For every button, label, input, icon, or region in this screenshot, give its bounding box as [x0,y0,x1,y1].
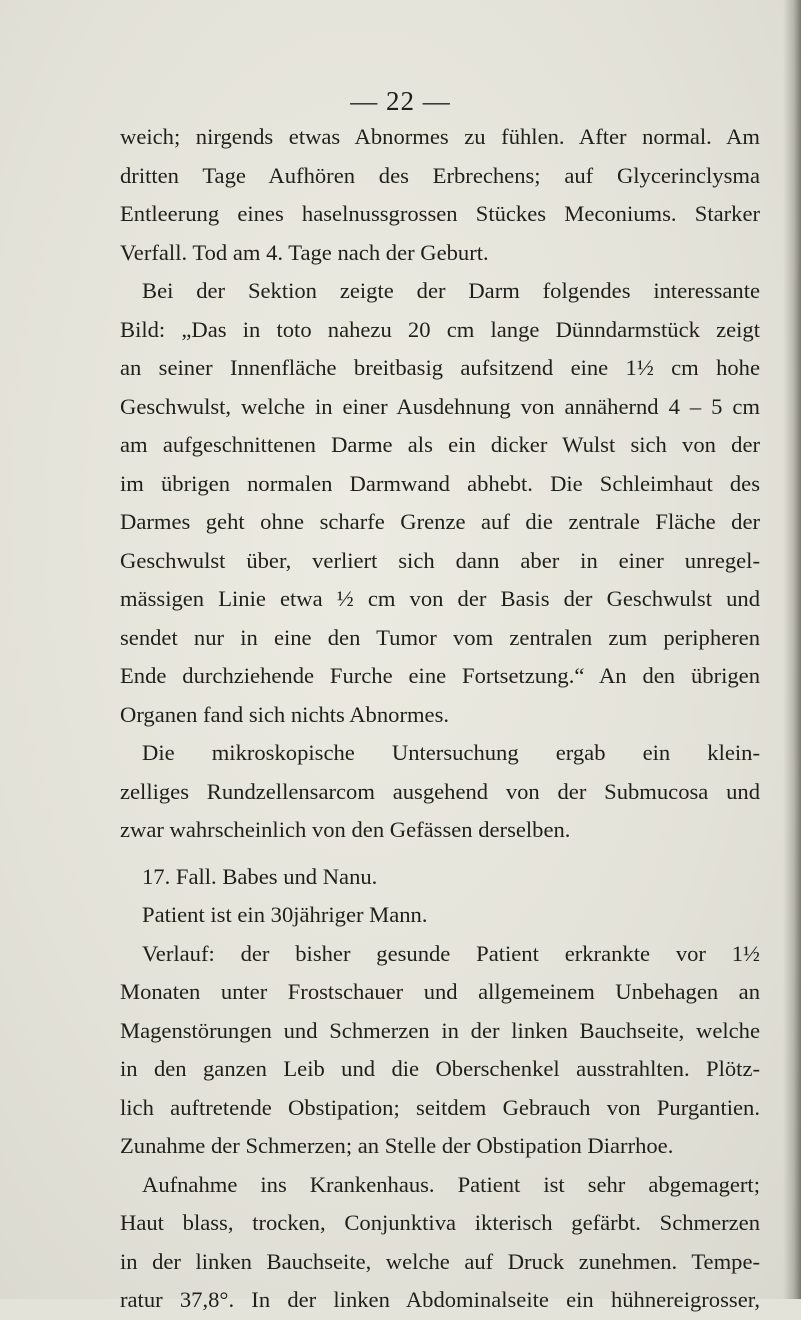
text-line: Geschwulst, welche in einer Ausdehnung von annähernd 4 – 5 cm [120,393,760,419]
page-number-header: — 22 — [350,86,451,116]
text-line: Patient ist ein 30jähriger Mann. [142,902,428,927]
text-line: Geschwulst über, verliert sich dann aber in einer unregel- [120,547,760,573]
body-text [120,118,760,1320]
text-line: Die mikroskopische Untersuchung ergab ein klein- [142,740,760,765]
text-line: zelliges Rundzellensarcom ausgehend von der Submucosa und [120,778,760,804]
text-line: Verfall. Tod am 4. Tage nach der Geburt. [120,239,489,265]
text-line: Darmes geht ohne scharfe Grenze auf die zentrale Fläche der [120,509,760,534]
text-line: dritten Tage Aufhören des Erbrechens; auf Glycerinclysma [120,162,760,188]
text-line: ratur 37,8°. In der linken Abdominalseite ein hühnereigrosser, [120,1287,760,1312]
text-line: Verlauf: der bisher gesunde Patient erkrankte vor 1½ [142,940,760,966]
text-line: Bei der Sektion zeigte der Darm folgendes interessante [142,278,760,303]
text-line: Zunahme der Schmerzen; an Stelle der Obstipation Diarrhoe. [120,1133,674,1158]
text-line: Ende durchziehende Furche eine Fortsetzung.“ An den übrigen [120,663,760,688]
text-line: Bild: „Das in toto nahezu 20 cm lange Dünndarmstück zeigt [120,316,760,342]
text-line: lich auftretende Obstipation; seitdem Gebrauch von Purgantien. [120,1094,760,1120]
text-line: Aufnahme ins Krankenhaus. Patient ist sehr abgemagert; [142,1171,760,1197]
case-heading: 17. Fall. Babes und Nanu. [142,863,378,889]
text-line: Haut blass, trocken, Conjunktiva ikterisch gefärbt. Schmerzen [120,1210,760,1235]
text-line: sendet nur in eine den Tumor vom zentralen zum peripheren [120,624,760,650]
text-line: Monaten unter Frostschauer und allgemeinem Unbehagen an [120,979,760,1004]
text-line: in den ganzen Leib und die Oberschenkel ausstrahlten. Plötz- [120,1056,760,1081]
text-line: Entleerung eines haselnussgrossen Stückes Meconiums. Starker [120,201,760,226]
text-line: Organen fand sich nichts Abnormes. [120,701,450,727]
text-line: in der linken Bauchseite, welche auf Druck zunehmen. Tempe- [120,1248,760,1274]
text-line: am aufgeschnittenen Darme als ein dicker Wulst sich von der [120,432,760,457]
text-line: mässigen Linie etwa ½ cm von der Basis der Geschwulst und [120,586,760,611]
text-line: im übrigen normalen Darmwand abhebt. Die Schleimhaut des [120,470,760,496]
text-line: zwar wahrscheinlich von den Gefässen derselben. [120,817,571,842]
text-line: Magenstörungen und Schmerzen in der linken Bauchseite, welche [120,1017,760,1043]
page-edge-shadow [783,0,801,1299]
text-line: an seiner Innenfläche breitbasig aufsitzend eine 1½ cm hohe [120,355,760,380]
text-line: weich; nirgends etwas Abnormes zu fühlen. After normal. Am [120,124,760,149]
